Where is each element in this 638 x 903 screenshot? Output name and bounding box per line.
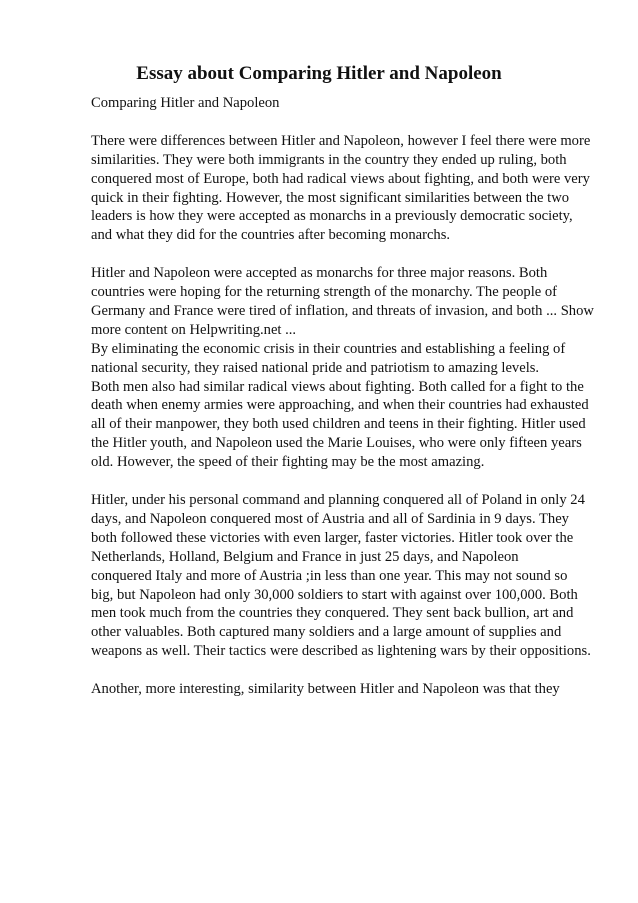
text-line: big, but Napoleon had only 30,000 soldiers to start with against over 100,000. Both bbox=[91, 586, 578, 603]
document-body bbox=[91, 94, 594, 699]
text-line: all of their manpower, they both used children and teens in their fighting. Hitler used bbox=[91, 416, 586, 433]
text-line: the Hitler youth, and Napoleon used the Marie Louises, who were only fifteen years bbox=[91, 435, 582, 452]
text-line: quick in their fighting. However, the most significant similarities between the two bbox=[91, 189, 570, 206]
text-line: more content on Helpwriting.net ... bbox=[91, 321, 297, 338]
text-line: similarities. They were both immigrants in the country they ended up ruling, both bbox=[91, 151, 567, 168]
text-line: other valuables. Both captured many soldiers and a large amount of supplies and bbox=[91, 624, 562, 641]
paragraph-4 bbox=[91, 680, 591, 699]
paragraph-3 bbox=[91, 491, 591, 661]
text-line: days, and Napoleon conquered most of Austria and all of Sardinia in 9 days. They bbox=[91, 510, 569, 527]
text-line: death when enemy armies were approaching, and when their countries had exhausted bbox=[91, 397, 589, 414]
text-line: men took much from the countries they conquered. They sent back bullion, art and bbox=[91, 605, 574, 622]
paragraph-2 bbox=[91, 264, 594, 472]
text-line: and what they did for the countries after becoming monarchs. bbox=[91, 227, 451, 244]
text-line: leaders is how they were accepted as monarchs in a previously democratic society, bbox=[91, 208, 573, 225]
text-line: Netherlands, Holland, Belgium and France in just 25 days, and Napoleon bbox=[91, 548, 519, 565]
text-line: countries were hoping for the returning strength of the monarchy. The people of bbox=[91, 284, 558, 301]
text-line: national security, they raised national pride and patriotism to amazing levels. bbox=[91, 359, 540, 376]
paragraph-1 bbox=[91, 132, 591, 245]
text-line: Another, more interesting, similarity between Hitler and Napoleon was that they bbox=[91, 681, 560, 698]
document-subtitle: Comparing Hitler and Napoleon bbox=[91, 95, 280, 111]
text-line: Germany and France were tired of inflation, and threats of invasion, and both ... Show bbox=[91, 302, 594, 319]
text-line: conquered most of Europe, both had radical views about fighting, and both were very bbox=[91, 170, 590, 187]
text-line: Hitler and Napoleon were accepted as monarchs for three major reasons. Both bbox=[91, 265, 548, 282]
text-line: Hitler, under his personal command and planning conquered all of Poland in only 24 bbox=[91, 491, 585, 508]
text-line: By eliminating the economic crisis in their countries and establishing a feeling of bbox=[91, 340, 566, 357]
text-line: conquered Italy and more of Austria ;in less than one year. This may not sound so bbox=[91, 567, 568, 584]
text-line: both followed these victories with even larger, faster victories. Hitler took over the bbox=[91, 529, 574, 546]
text-line: old. However, the speed of their fighting may be the most amazing. bbox=[91, 454, 485, 471]
text-line: There were differences between Hitler and Napoleon, however I feel there were more bbox=[91, 132, 591, 149]
text-line: Both men also had similar radical views about fighting. Both called for a fight to the bbox=[91, 378, 584, 395]
document-title: Essay about Comparing Hitler and Napoleon bbox=[136, 63, 502, 84]
text-line: weapons as well. Their tactics were described as lightening wars by their oppositions. bbox=[91, 643, 591, 660]
